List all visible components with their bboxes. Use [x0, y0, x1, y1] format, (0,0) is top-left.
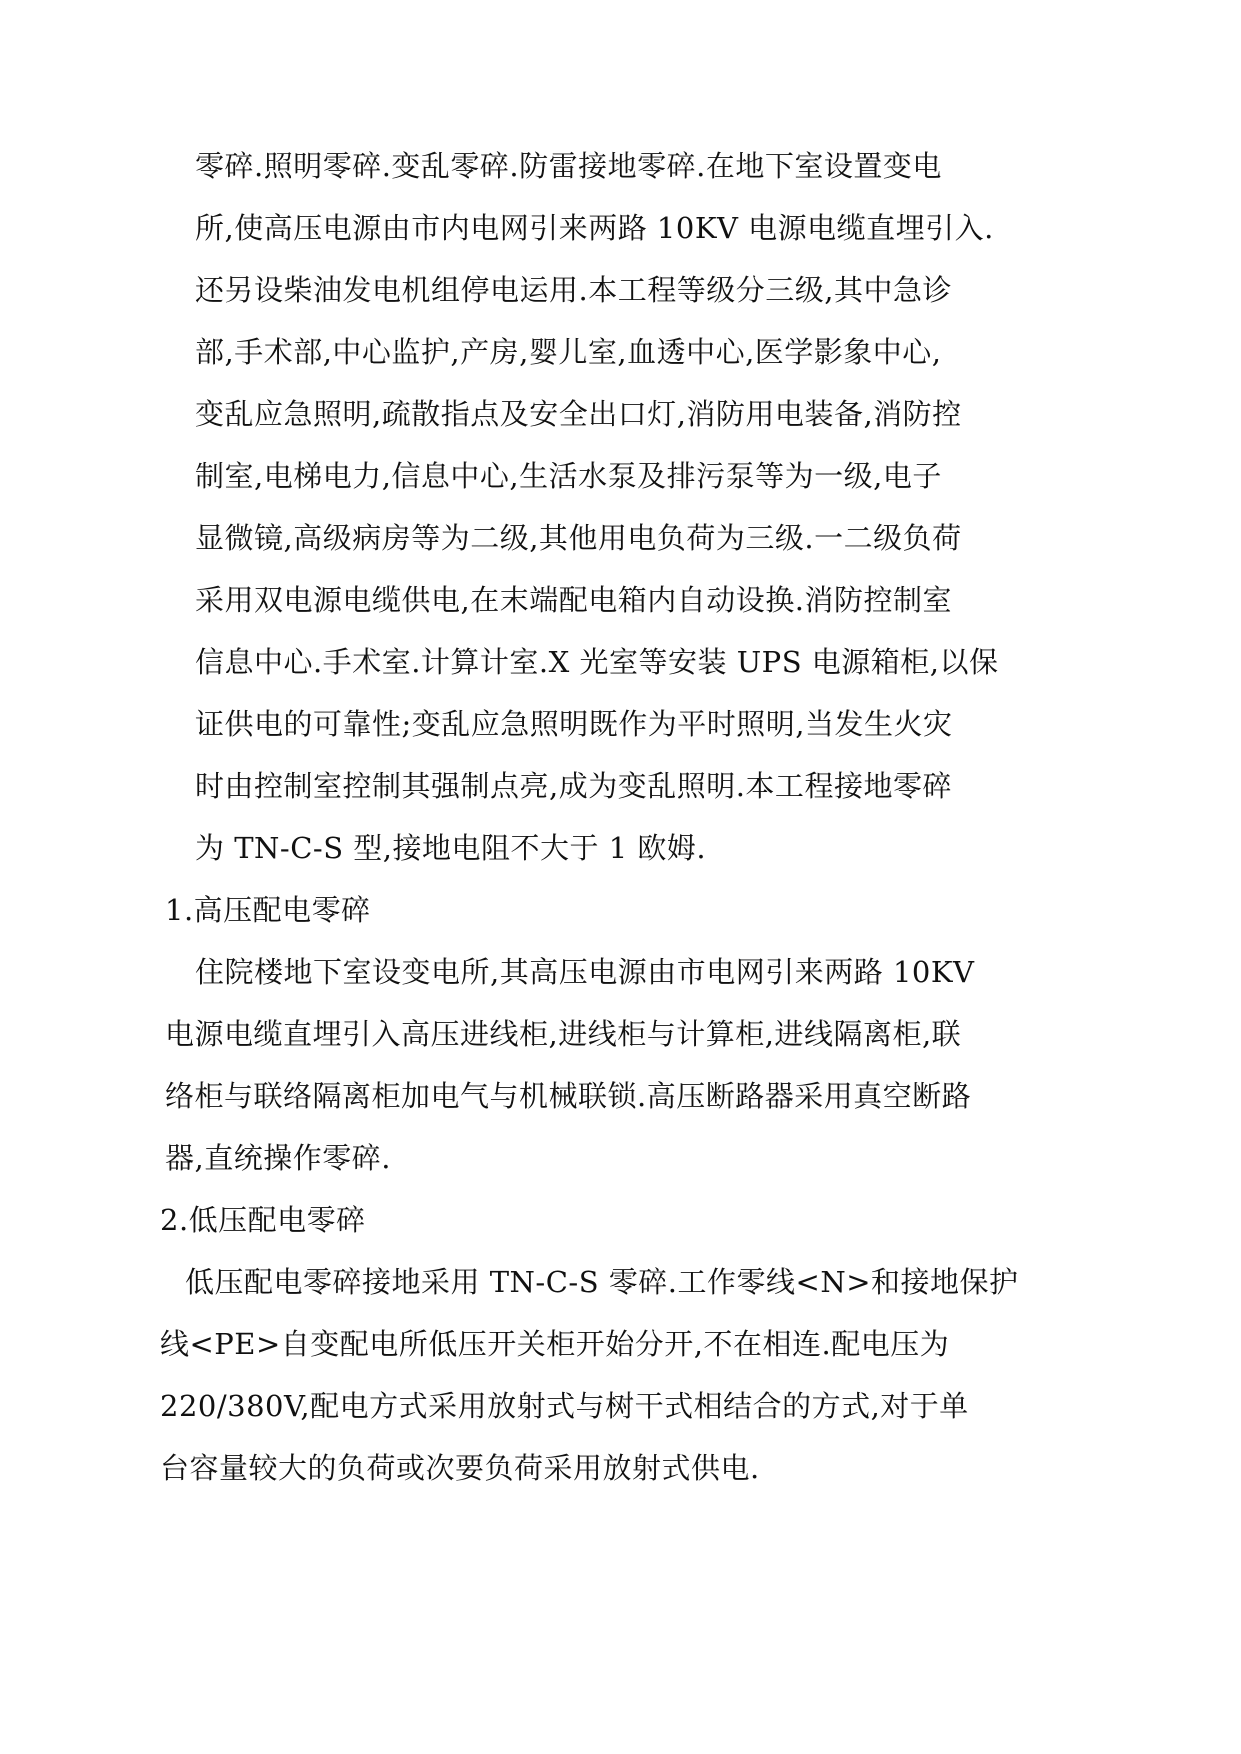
paragraph-line: 采用双电源电缆供电,在末端配电箱内自动设换.消防控制室 — [195, 583, 952, 617]
paragraph-line: 部,手术部,中心监护,产房,婴儿室,血透中心,医学影象中心, — [195, 335, 942, 369]
section-heading: 2.低压配电零碎 — [160, 1203, 366, 1237]
paragraph-line: 制室,电梯电力,信息中心,生活水泵及排污泵等为一级,电子 — [195, 459, 942, 493]
paragraph-line: 络柜与联络隔离柜加电气与机械联锁.高压断路器采用真空断路 — [165, 1079, 972, 1113]
paragraph-line: 信息中心.手术室.计算计室.X 光室等安装 UPS 电源箱柜,以保 — [195, 645, 999, 679]
paragraph-line: 为 TN-C-S 型,接地电阻不大于 1 欧姆. — [195, 831, 707, 865]
paragraph-line: 显微镜,高级病房等为二级,其他用电负荷为三级.一二级负荷 — [195, 521, 962, 555]
paragraph-line: 证供电的可靠性;变乱应急照明既作为平时照明,当发生火灾 — [195, 707, 953, 741]
paragraph-line: 还另设柴油发电机组停电运用.本工程等级分三级,其中急诊 — [195, 273, 952, 307]
paragraph-line: 器,直统操作零碎. — [165, 1141, 391, 1175]
paragraph-line: 时由控制室控制其强制点亮,成为变乱照明.本工程接地零碎 — [195, 769, 952, 803]
paragraph-line: 低压配电零碎接地采用 TN-C-S 零碎.工作零线<N>和接地保护 — [185, 1265, 1019, 1299]
paragraph-line: 住院楼地下室设变电所,其高压电源由市电网引来两路 10KV — [195, 955, 975, 989]
paragraph-line: 变乱应急照明,疏散指点及安全出口灯,消防用电装备,消防控 — [195, 397, 962, 431]
paragraph-line: 电源电缆直埋引入高压进线柜,进线柜与计算柜,进线隔离柜,联 — [165, 1017, 962, 1051]
paragraph-line: 220/380V,配电方式采用放射式与树干式相结合的方式,对于单 — [160, 1389, 969, 1423]
paragraph-line: 零碎.照明零碎.变乱零碎.防雷接地零碎.在地下室设置变电 — [195, 149, 942, 183]
paragraph-line: 线<PE>自变配电所低压开关柜开始分开,不在相连.配电压为 — [160, 1327, 950, 1361]
section-heading: 1.高压配电零碎 — [165, 893, 371, 927]
paragraph-line: 所,使高压电源由市内电网引来两路 10KV 电源电缆直埋引入. — [195, 211, 994, 245]
paragraph-line: 台容量较大的负荷或次要负荷采用放射式供电. — [160, 1451, 760, 1485]
